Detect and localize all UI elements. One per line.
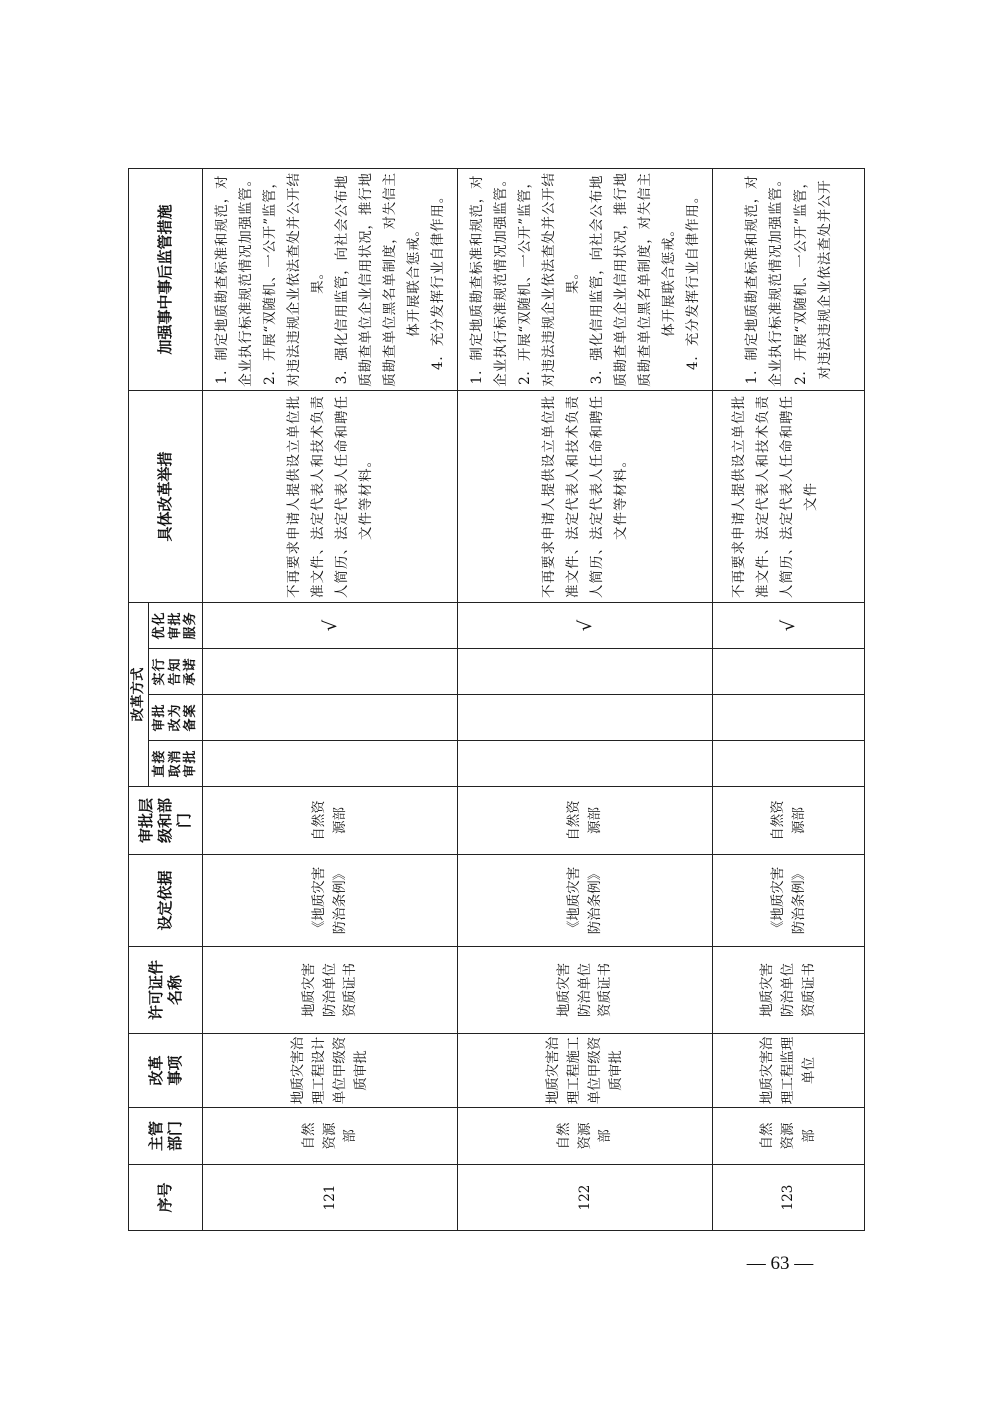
row-basis: 《地质灾害防治条例》 — [458, 855, 713, 947]
supervise-item: 2．开展“双随机、一公开”监管，对违法违规企业依法查处并公开结果。 — [261, 172, 326, 387]
header-level: 审批层级和部门 — [129, 787, 203, 855]
header-supervise: 加强事中事后监管措施 — [129, 169, 203, 391]
page-number: — 63 — — [746, 1253, 814, 1274]
supervise-item: 1．制定地质勘查标准和规范，对企业执行标准规范情况加强监管。 — [744, 172, 785, 387]
row-supervise — [203, 169, 458, 391]
row-dept: 自然资源部 — [203, 1108, 458, 1165]
header-seq: 序号 — [129, 1165, 203, 1231]
row-m2 — [458, 695, 713, 741]
row-seq: 123 — [713, 1165, 865, 1231]
row-level: 自然资源部 — [203, 787, 458, 855]
header-dept: 主管部门 — [129, 1108, 203, 1165]
supervise-item: 4．充分发挥行业自律作用。 — [685, 189, 702, 370]
row-dept: 自然资源部 — [458, 1108, 713, 1165]
row-basis: 《地质灾害防治条例》 — [203, 855, 458, 947]
row-seq: 122 — [458, 1165, 713, 1231]
row-level: 自然资源部 — [713, 787, 865, 855]
supervise-item: 4．充分发挥行业自律作用。 — [430, 189, 447, 370]
supervise-item: 1．制定地质勘查标准和规范，对企业执行标准规范情况加强监管。 — [468, 172, 509, 387]
row-supervise — [713, 169, 865, 391]
row-check-mark: √ — [713, 603, 865, 649]
header-method: 改革方式 — [129, 603, 149, 787]
row-seq: 121 — [203, 1165, 458, 1231]
header-method-filing: 审批改为备案 — [149, 695, 203, 741]
row-reform: 不再要求申请人提供设立单位批准文件、法定代表人和技术负责人简历、法定代表人任命和聘任文件等材料。 — [203, 391, 458, 603]
row-m3 — [203, 649, 458, 695]
table-row — [458, 169, 713, 1231]
supervise-item: 2．开展“双随机、一公开”监管，对违法违规企业依法查处并公开结果。 — [516, 172, 581, 387]
row-m2 — [713, 695, 865, 741]
table-row — [203, 169, 458, 1231]
row-item: 地质灾害治理工程施工单位甲级资质审批 — [458, 1034, 713, 1108]
row-cert: 地质灾害防治单位资质证书 — [458, 947, 713, 1034]
row-dept: 自然资源部 — [713, 1108, 865, 1165]
header-cert: 许可证件名称 — [129, 947, 203, 1034]
row-m1 — [713, 741, 865, 787]
row-check-mark: √ — [458, 603, 713, 649]
header-method-pledge: 实行告知承诺 — [149, 649, 203, 695]
row-item: 地质灾害治理工程监理单位 — [713, 1034, 865, 1108]
header-method-optimize: 优化审批服务 — [149, 603, 203, 649]
table-row — [713, 169, 865, 1231]
row-level: 自然资源部 — [458, 787, 713, 855]
header-reform: 具体改革举措 — [129, 391, 203, 603]
supervise-item: 2．开展“双随机、一公开”监管，对违法违规企业依法查处并公开 — [792, 174, 833, 385]
rotated-table-frame — [128, 169, 864, 1231]
row-reform: 不再要求申请人提供设立单位批准文件、法定代表人和技术负责人简历、法定代表人任命和聘任文件等材料。 — [458, 391, 713, 603]
row-supervise — [458, 169, 713, 391]
supervise-item: 3．强化信用监管，向社会公布地质勘查单位企业信用状况，推行地质勘查单位黑名单制度，对失信主体开展联合惩戒。 — [334, 172, 423, 387]
row-check-mark: √ — [203, 603, 458, 649]
row-reform: 不再要求申请人提供设立单位批准文件、法定代表人和技术负责人简历、法定代表人任命和聘任文件 — [713, 391, 865, 603]
row-m3 — [713, 649, 865, 695]
supervise-item: 1．制定地质勘查标准和规范，对企业执行标准规范情况加强监管。 — [213, 172, 254, 387]
header-item: 改革事项 — [129, 1034, 203, 1108]
header-method-cancel: 直接取消审批 — [149, 741, 203, 787]
row-m2 — [203, 695, 458, 741]
row-item: 地质灾害治理工程设计单位甲级资质审批 — [203, 1034, 458, 1108]
row-m1 — [203, 741, 458, 787]
row-cert: 地质灾害防治单位资质证书 — [713, 947, 865, 1034]
row-m3 — [458, 649, 713, 695]
row-basis: 《地质灾害防治条例》 — [713, 855, 865, 947]
row-m1 — [458, 741, 713, 787]
row-cert: 地质灾害防治单位资质证书 — [203, 947, 458, 1034]
supervise-item: 3．强化信用监管，向社会公布地质勘查单位企业信用状况，推行地质勘查单位黑名单制度，对失信主体开展联合惩戒。 — [589, 172, 678, 387]
header-basis: 设定依据 — [129, 855, 203, 947]
reform-table — [128, 168, 865, 1231]
